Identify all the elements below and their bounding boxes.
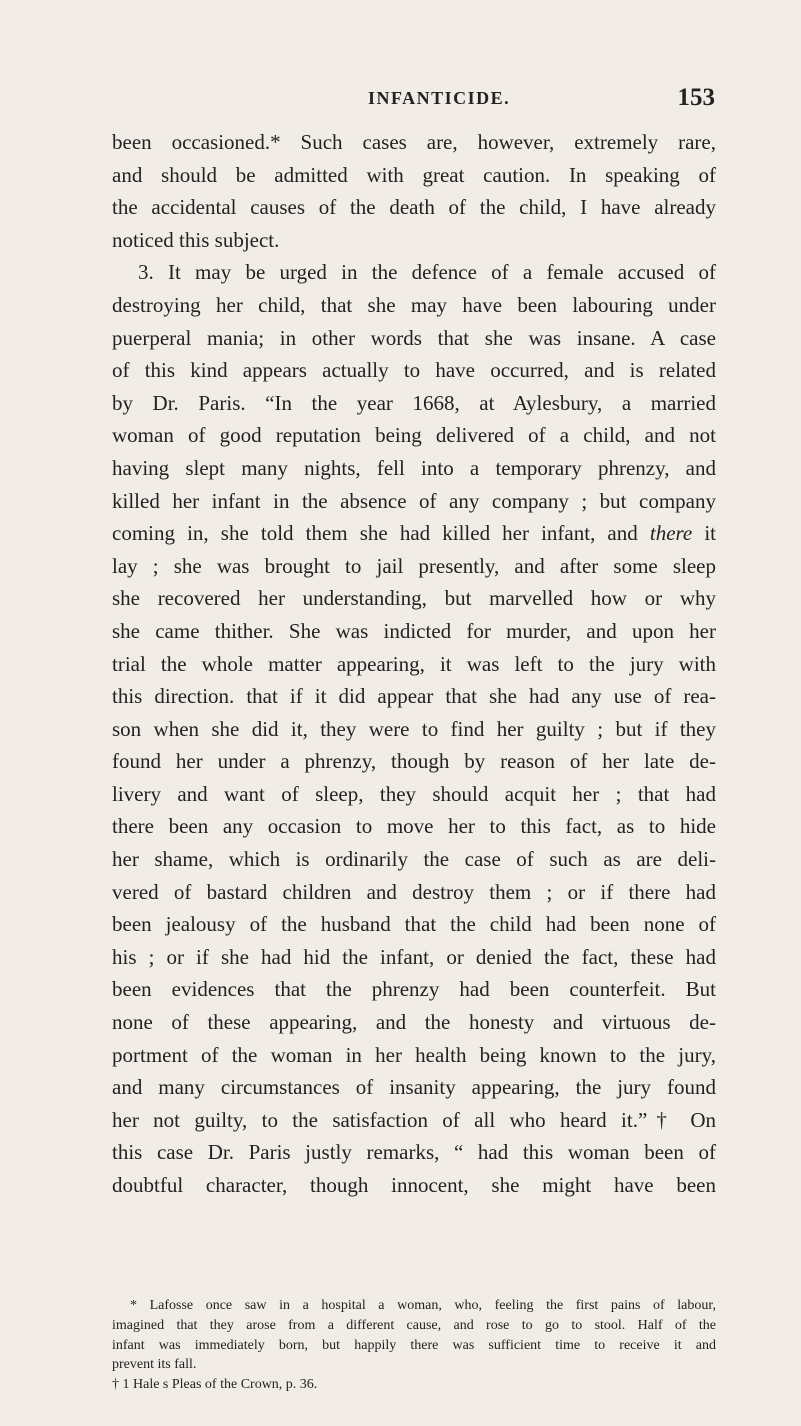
text-line: vered of bastard children and destroy them ; or if there had [112,879,716,904]
running-head [110,84,715,116]
text-line: destroying her child, that she may have been labouring under [112,292,716,317]
text-line: and should be admitted with great caution. In speaking of [112,162,716,187]
text-line: this direction. that if it did appear that she had any use of rea- [112,684,716,709]
footnote-line: † 1 Hale s Pleas of the Crown, p. 36. [112,1377,318,1393]
text-line: killed her infant in the absence of any company ; but company [112,488,716,513]
body-text [112,126,716,1202]
text-line: trial the whole matter appearing, it was left to the jury with [112,651,716,676]
text-line: her not guilty, to the satisfaction of all who heard it.”† On [112,1107,716,1132]
text-line: noticed this subject. [112,227,280,252]
footnote-line: imagined that they arose from a different cause, and rose to go to stool. Half of the [112,1317,716,1333]
text-line: son when she did it, they were to find her guilty ; but if they [112,716,716,741]
text-segment: coming in, she told them she had killed her infant, and [112,521,650,546]
text-line: having slept many nights, fell into a temporary phrenzy, and [112,455,716,480]
text-line: been jealousy of the husband that the child had been none of [112,912,716,937]
text-segment: it [692,521,717,546]
text-line: there been any occasion to move her to this fact, as to hide [112,814,716,839]
text-line: been occasioned.* Such cases are, however, extremely rare, [112,130,716,154]
footnotes [112,1296,716,1395]
text-line: been evidences that the phrenzy had been counterfeit. But [112,977,716,1002]
text-line: of this kind appears actually to have occurred, and is related [112,358,716,383]
text-line: puerperal mania; in other words that she was insane. A case [112,325,716,350]
text-line: lay ; she was brought to jail presently, and after some sleep [112,553,716,578]
text-line: this case Dr. Paris justly remarks, “ had this woman been of [112,1140,716,1165]
italic-word: there [649,521,693,546]
footnote-line: prevent its fall. [112,1357,197,1373]
page-number: 153 [677,84,715,111]
footnote-line: infant was immediately born, but happily there was sufficient time to receive it and [112,1337,716,1353]
text-line: 3. It may be urged in the defence of a female accused of [138,260,716,285]
text-line: his ; or if she had hid the infant, or denied the fact, these had [112,944,716,969]
text-line: portment of the woman in her health being known to the jury, [112,1042,716,1067]
text-line: by Dr. Paris. “In the year 1668, at Aylesbury, a married [112,390,716,415]
text-line: livery and want of sleep, they should acquit her ; that had [112,781,716,806]
text-line: and many circumstances of insanity appearing, the jury found [112,1075,716,1100]
text-line: she came thither. She was indicted for murder, and upon her [112,618,716,643]
running-title: INFANTICIDE. [368,88,511,108]
text-line: her shame, which is ordinarily the case of such as are deli- [112,847,716,872]
text-line: none of these appearing, and the honesty and virtuous de- [112,1010,716,1035]
text-line: found her under a phrenzy, though by reason of her late de- [112,749,716,774]
footnote-line: * Lafosse once saw in a hospital a woman, who, feeling the first pains of labour, [130,1298,716,1313]
text-line: she recovered her understanding, but marvelled how or why [112,586,716,611]
text-line: the accidental causes of the death of the child, I have already [112,195,716,220]
text-line-with-italic [112,517,716,550]
text-line: woman of good reputation being delivered of a child, and not [112,423,716,448]
text-line: doubtful character, though innocent, she might have been [112,1173,716,1197]
